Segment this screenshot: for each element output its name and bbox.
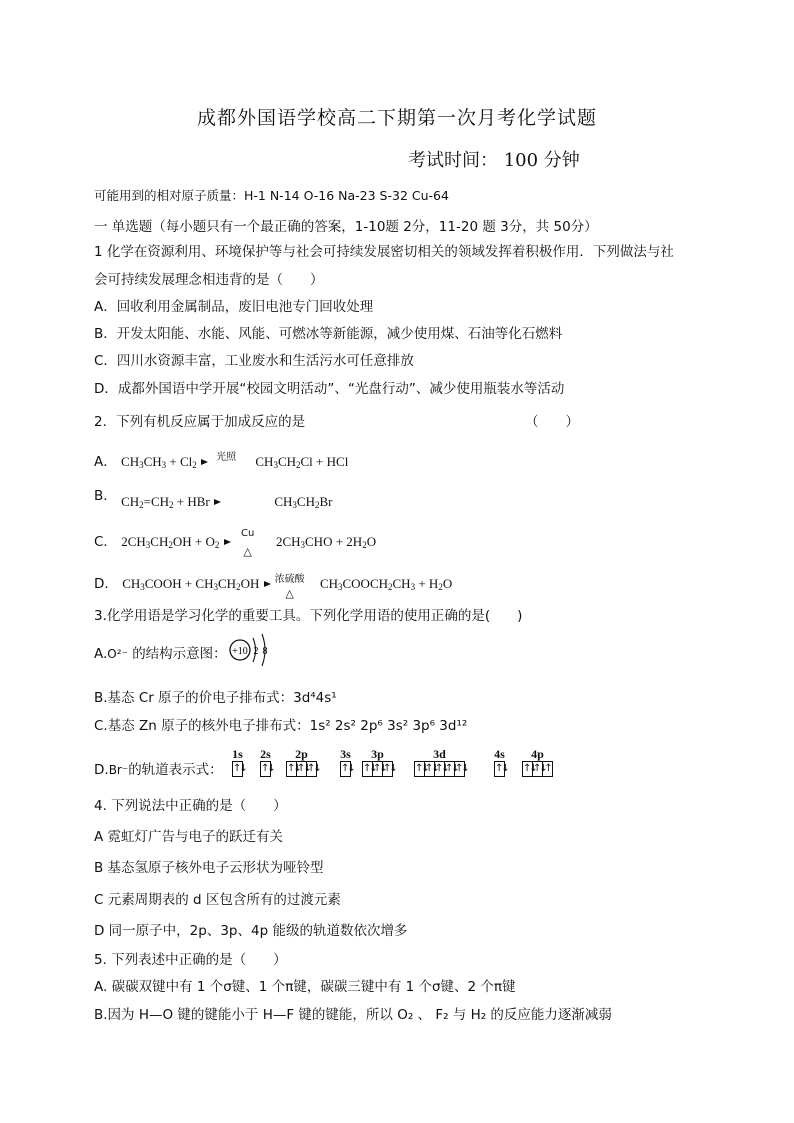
- q1-option-d: D．成都外国语中学开展“校园文明活动”、“光盘行动”、减少使用瓶装水等活动: [94, 381, 565, 397]
- orbital-label-3s: 3s: [340, 747, 351, 761]
- q2-c-catalyst: Cu: [240, 528, 255, 539]
- orbital-box-3d-4: ↑↓: [445, 763, 458, 774]
- q2-a-reactants: $CH_3CH_3 + Cl_2$: [121, 454, 197, 470]
- q2-d-catalyst: 浓硫酸: [274, 574, 305, 585]
- orbital-group-3p: [362, 747, 396, 777]
- q2-a-products: $CH_3CH_2Cl$ + HCl: [255, 454, 349, 470]
- q3-option-c: C.基态 Zn 原子的核外电子排布式：1s² 2s² 2p⁶ 3s² 3p⁶ 3d¹²: [94, 718, 468, 734]
- q3-a-ion: O²⁻: [107, 647, 128, 661]
- q1-option-b: B．开发太阳能、水能、风能、可燃冰等新能源，减少使用煤、石油等化石燃料: [94, 326, 563, 342]
- q2-d-products: $CH_3COOCH_2CH_3 + H_2O$: [319, 576, 453, 592]
- atomic-mass-line: 可能用到的相对原子质量：H-1 N-14 O-16 Na-23 S-32 Cu-64: [94, 188, 449, 203]
- q2-option-d: [94, 572, 453, 600]
- orbital-box-1s-1: ↑↓: [233, 763, 246, 774]
- q2-d-heat: △: [285, 587, 294, 600]
- q3-option-b: B.基态 Cr 原子的价电子排布式：3d⁴4s¹: [94, 690, 337, 706]
- q3-option-d: [94, 758, 223, 778]
- orbital-box-2p-3: ↑↓: [307, 763, 320, 774]
- orbital-group-4p: [522, 747, 553, 777]
- shell2-electrons: 8: [262, 646, 268, 657]
- q2-b-reactants: $CH_2=CH_2$ + HBr: [121, 494, 210, 510]
- q3-d-text: 的轨道表示式：: [128, 762, 223, 778]
- q5-stem: 5. 下列表述中正确的是（ ）: [94, 952, 287, 968]
- q2-b-label: B．: [94, 488, 117, 504]
- orbital-box-2p-2: ↑↓: [297, 763, 310, 774]
- q2-c-heat: △: [243, 545, 252, 558]
- q2-option-b: [94, 490, 332, 510]
- orbital-box-3d-1: ↑↓: [415, 763, 428, 774]
- q5-option-b: B.因为 H—O 键的键能小于 H—F 键的键能，所以 O₂ 、 F₂ 与 H₂ 的反应能力逐渐减弱: [94, 1007, 612, 1023]
- orbital-box-3d-2: ↑↓: [425, 763, 438, 774]
- oxygen-ion-structure-diagram: [226, 630, 276, 670]
- q3-a-text: 的结构示意图：: [132, 646, 227, 662]
- shell1-electrons: 2: [253, 646, 259, 657]
- q2-b-products: $CH_3CH_2Br$: [274, 494, 333, 510]
- orbital-box-3p-1: ↑↓: [363, 763, 376, 774]
- q4-option-c: C 元素周期表的 d 区包含所有的过渡元素: [94, 892, 341, 908]
- q3-stem: 3.化学用语是学习化学的重要工具。下列化学用语的使用正确的是( ): [94, 608, 523, 624]
- q2-d-reactants: $CH_3COOH + CH_3CH_2OH$: [122, 576, 260, 592]
- q1-stem-line1: 1 化学在资源利用、环境保护等与社会可持续发展密切相关的领域发挥着积极作用．下列做法与社: [94, 244, 674, 260]
- exam-time: 考试时间： 100 分钟: [408, 150, 580, 171]
- orbital-box-3d-3: ↑↓: [435, 763, 448, 774]
- orbital-box-2p-1: ↑↓: [287, 763, 300, 774]
- orbital-label-2s: 2s: [260, 747, 271, 761]
- orbital-group-3s: [340, 747, 354, 777]
- q3-d-ion: Br⁻: [108, 763, 129, 777]
- q4-stem: 4. 下列说法中正确的是（ ）: [94, 798, 287, 814]
- q3-option-a: [94, 642, 227, 662]
- q2-a-label: A．: [94, 454, 117, 470]
- q4-option-a: A 霓虹灯广告与电子的跃迁有关: [94, 829, 284, 845]
- q1-option-a: A．回收利用金属制品，废旧电池专门回收处理: [94, 299, 374, 315]
- orbital-label-3p: 3p: [371, 747, 384, 761]
- q1-option-c: C．四川水资源丰富，工业废水和生活污水可任意排放: [94, 353, 414, 369]
- orbital-group-1s: [232, 747, 246, 777]
- q2-c-label: C．: [94, 534, 117, 550]
- orbital-box-3s-1: ↑↓: [341, 763, 354, 774]
- q4-option-d: D 同一原子中，2p、3p、4p 能级的轨道数依次增多: [94, 923, 408, 939]
- orbital-group-3d: [414, 747, 468, 777]
- q2-c-reactants: $2CH_3CH_2OH + O_2$: [121, 534, 220, 550]
- q2-answer-paren: （ ）: [525, 414, 579, 430]
- q2-c-products: $2CH_3CHO + 2H_2O$: [275, 534, 377, 550]
- q5-option-a: A. 碳碳双键中有 1 个σ键、1 个π键，碳碳三键中有 1 个σ键、2 个π键: [94, 979, 516, 995]
- bromide-orbital-diagram: [232, 747, 572, 779]
- orbital-label-3d: 3d: [433, 747, 446, 761]
- q3-a-label: A.: [94, 646, 108, 662]
- orbital-box-3p-3: ↑↓: [383, 763, 396, 774]
- orbital-box-3d-5: ↑↓: [455, 763, 468, 774]
- q2-stem: 2．下列有机反应属于加成反应的是: [94, 414, 306, 430]
- orbital-label-2p: 2p: [295, 747, 308, 761]
- q3-d-label: D.: [94, 762, 109, 778]
- orbital-group-2p: [286, 747, 320, 777]
- exam-title: 成都外国语学校高二下期第一次月考化学试题: [196, 107, 597, 129]
- orbital-label-4s: 4s: [494, 747, 505, 761]
- nucleus-charge: +10: [232, 646, 248, 657]
- orbital-box-4s-1: ↑↓: [495, 763, 508, 774]
- q2-d-label: D．: [94, 576, 118, 592]
- q2-a-condition: 光照: [216, 452, 237, 463]
- q4-option-b: B 基态氢原子核外电子云形状为哑铃型: [94, 860, 324, 876]
- orbital-box-4p-3: ↑: [544, 763, 551, 774]
- orbital-box-4p-1: ↑↓: [523, 763, 536, 774]
- q2-option-a: [94, 450, 348, 470]
- orbital-box-4p-2: ↑↓: [533, 763, 546, 774]
- orbital-box-3p-2: ↑↓: [373, 763, 386, 774]
- orbital-group-2s: [260, 747, 274, 777]
- q1-stem-line2: 会可持续发展理念相违背的是（ ）: [94, 272, 324, 288]
- section-heading: 一 单选题（每小题只有一个最正确的答案，1-10题 2分，11-20 题 3分，共 50分）: [94, 219, 598, 235]
- q2-option-c: [94, 528, 377, 558]
- orbital-box-2s-1: ↑↓: [261, 763, 274, 774]
- orbital-label-4p: 4p: [531, 747, 544, 761]
- orbital-label-1s: 1s: [232, 747, 243, 761]
- orbital-group-4s: [494, 747, 508, 777]
